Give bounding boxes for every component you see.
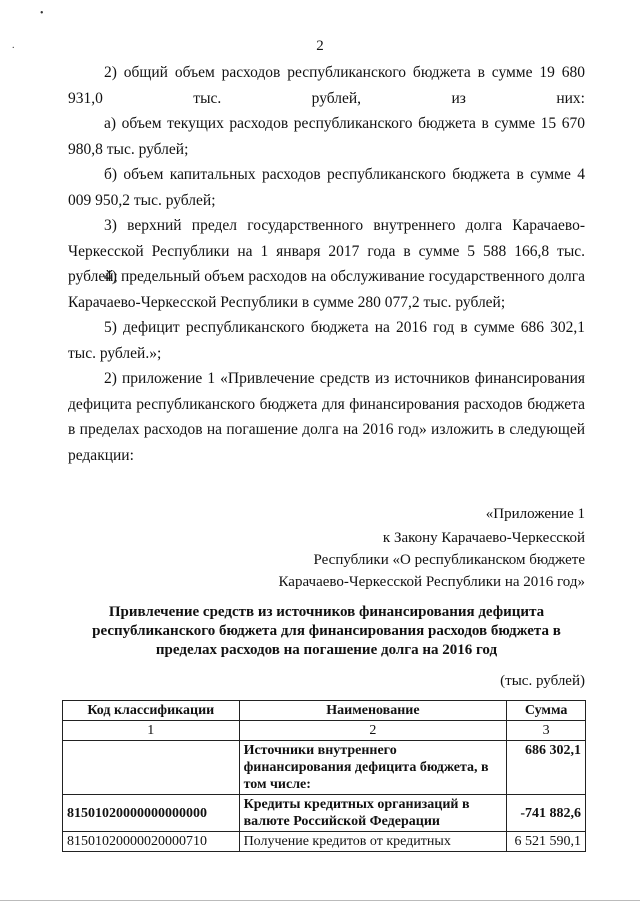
paragraph-current-expenses: а) объем текущих расходов республиканского бюджета в сумме 15 670 980,8 тыс. рублей; bbox=[68, 115, 585, 158]
appendix-line-2: Республики «О республиканском бюджете bbox=[313, 552, 585, 568]
appendix-line-1: к Закону Карачаево-Черкесской bbox=[382, 530, 585, 546]
table-row bbox=[63, 741, 586, 795]
paragraph-debt-service: 4) предельный объем расходов на обслуживание государственного долга Карачаево-Черкесской Республики в сумме 280 077,2 тыс. рублей; bbox=[68, 268, 585, 311]
table-title-line-1: Привлечение средств из источников финансирования дефицита bbox=[108, 604, 545, 620]
cell-amount: 686 302,1 bbox=[507, 741, 586, 795]
units-label: (тыс. рублей) bbox=[500, 673, 585, 689]
page-bottom-edge bbox=[0, 900, 640, 901]
table-row bbox=[63, 832, 586, 852]
column-number: 1 bbox=[63, 721, 240, 741]
page-number: 2 bbox=[316, 38, 324, 54]
cell-amount: -741 882,6 bbox=[507, 795, 586, 832]
appendix-label: «Приложение 1 bbox=[485, 506, 585, 522]
column-number: 2 bbox=[239, 721, 507, 741]
column-number: 3 bbox=[507, 721, 586, 741]
cell-name: Получение кредитов от кредитных bbox=[239, 832, 507, 852]
appendix-line-3: Карачаево-Черкесской Республики на 2016 год» bbox=[278, 574, 585, 590]
paragraph-total-expenses: 2) общий объем расходов республиканского бюджета в сумме 19 680 931,0 тыс. рублей, из них: bbox=[68, 64, 585, 107]
funding-sources-table bbox=[62, 700, 586, 852]
cell-name: Источники внутреннего финансирования дефицита бюджета, в том числе: bbox=[239, 741, 507, 795]
paragraph-capital-expenses: б) объем капитальных расходов республиканского бюджета в сумме 4 009 950,2 тыс. рублей; bbox=[68, 166, 585, 209]
table-header-row bbox=[63, 701, 586, 721]
paragraph-appendix-change: 2) приложение 1 «Привлечение средств из источников финансирования дефицита республиканского бюджета для финансирования расходов бюджета в пределах расходов на погашение долга на 2016 год» изложить в следующей редакции: bbox=[68, 370, 585, 464]
header-amount: Сумма bbox=[507, 701, 586, 721]
cell-code bbox=[63, 741, 240, 795]
table-title-line-2: республиканского бюджета для финансирования расходов бюджета в bbox=[92, 623, 561, 639]
table-number-row bbox=[63, 721, 586, 741]
cell-amount: 6 521 590,1 bbox=[507, 832, 586, 852]
table-row bbox=[63, 795, 586, 832]
cell-name: Кредиты кредитных организаций в валюте Российской Федерации bbox=[239, 795, 507, 832]
table-title-line-3: пределах расходов на погашение долга на 2016 год bbox=[155, 642, 498, 658]
paragraph-debt-limit: 3) верхний предел государственного внутреннего долга Карачаево-Черкесской Республики на 1 января 2017 года в сумме 5 588 166,8 тыс. рублей; bbox=[68, 217, 585, 285]
cell-code: 81501020000000000000 bbox=[63, 795, 240, 832]
paragraph-deficit: 5) дефицит республиканского бюджета на 2016 год в сумме 686 302,1 тыс. рублей.»; bbox=[68, 319, 585, 362]
header-name: Наименование bbox=[239, 701, 507, 721]
scan-dot: . bbox=[12, 40, 15, 51]
cell-code: 81501020000020000710 bbox=[63, 832, 240, 852]
header-code: Код классификации bbox=[63, 701, 240, 721]
scan-dot: • bbox=[40, 8, 44, 19]
